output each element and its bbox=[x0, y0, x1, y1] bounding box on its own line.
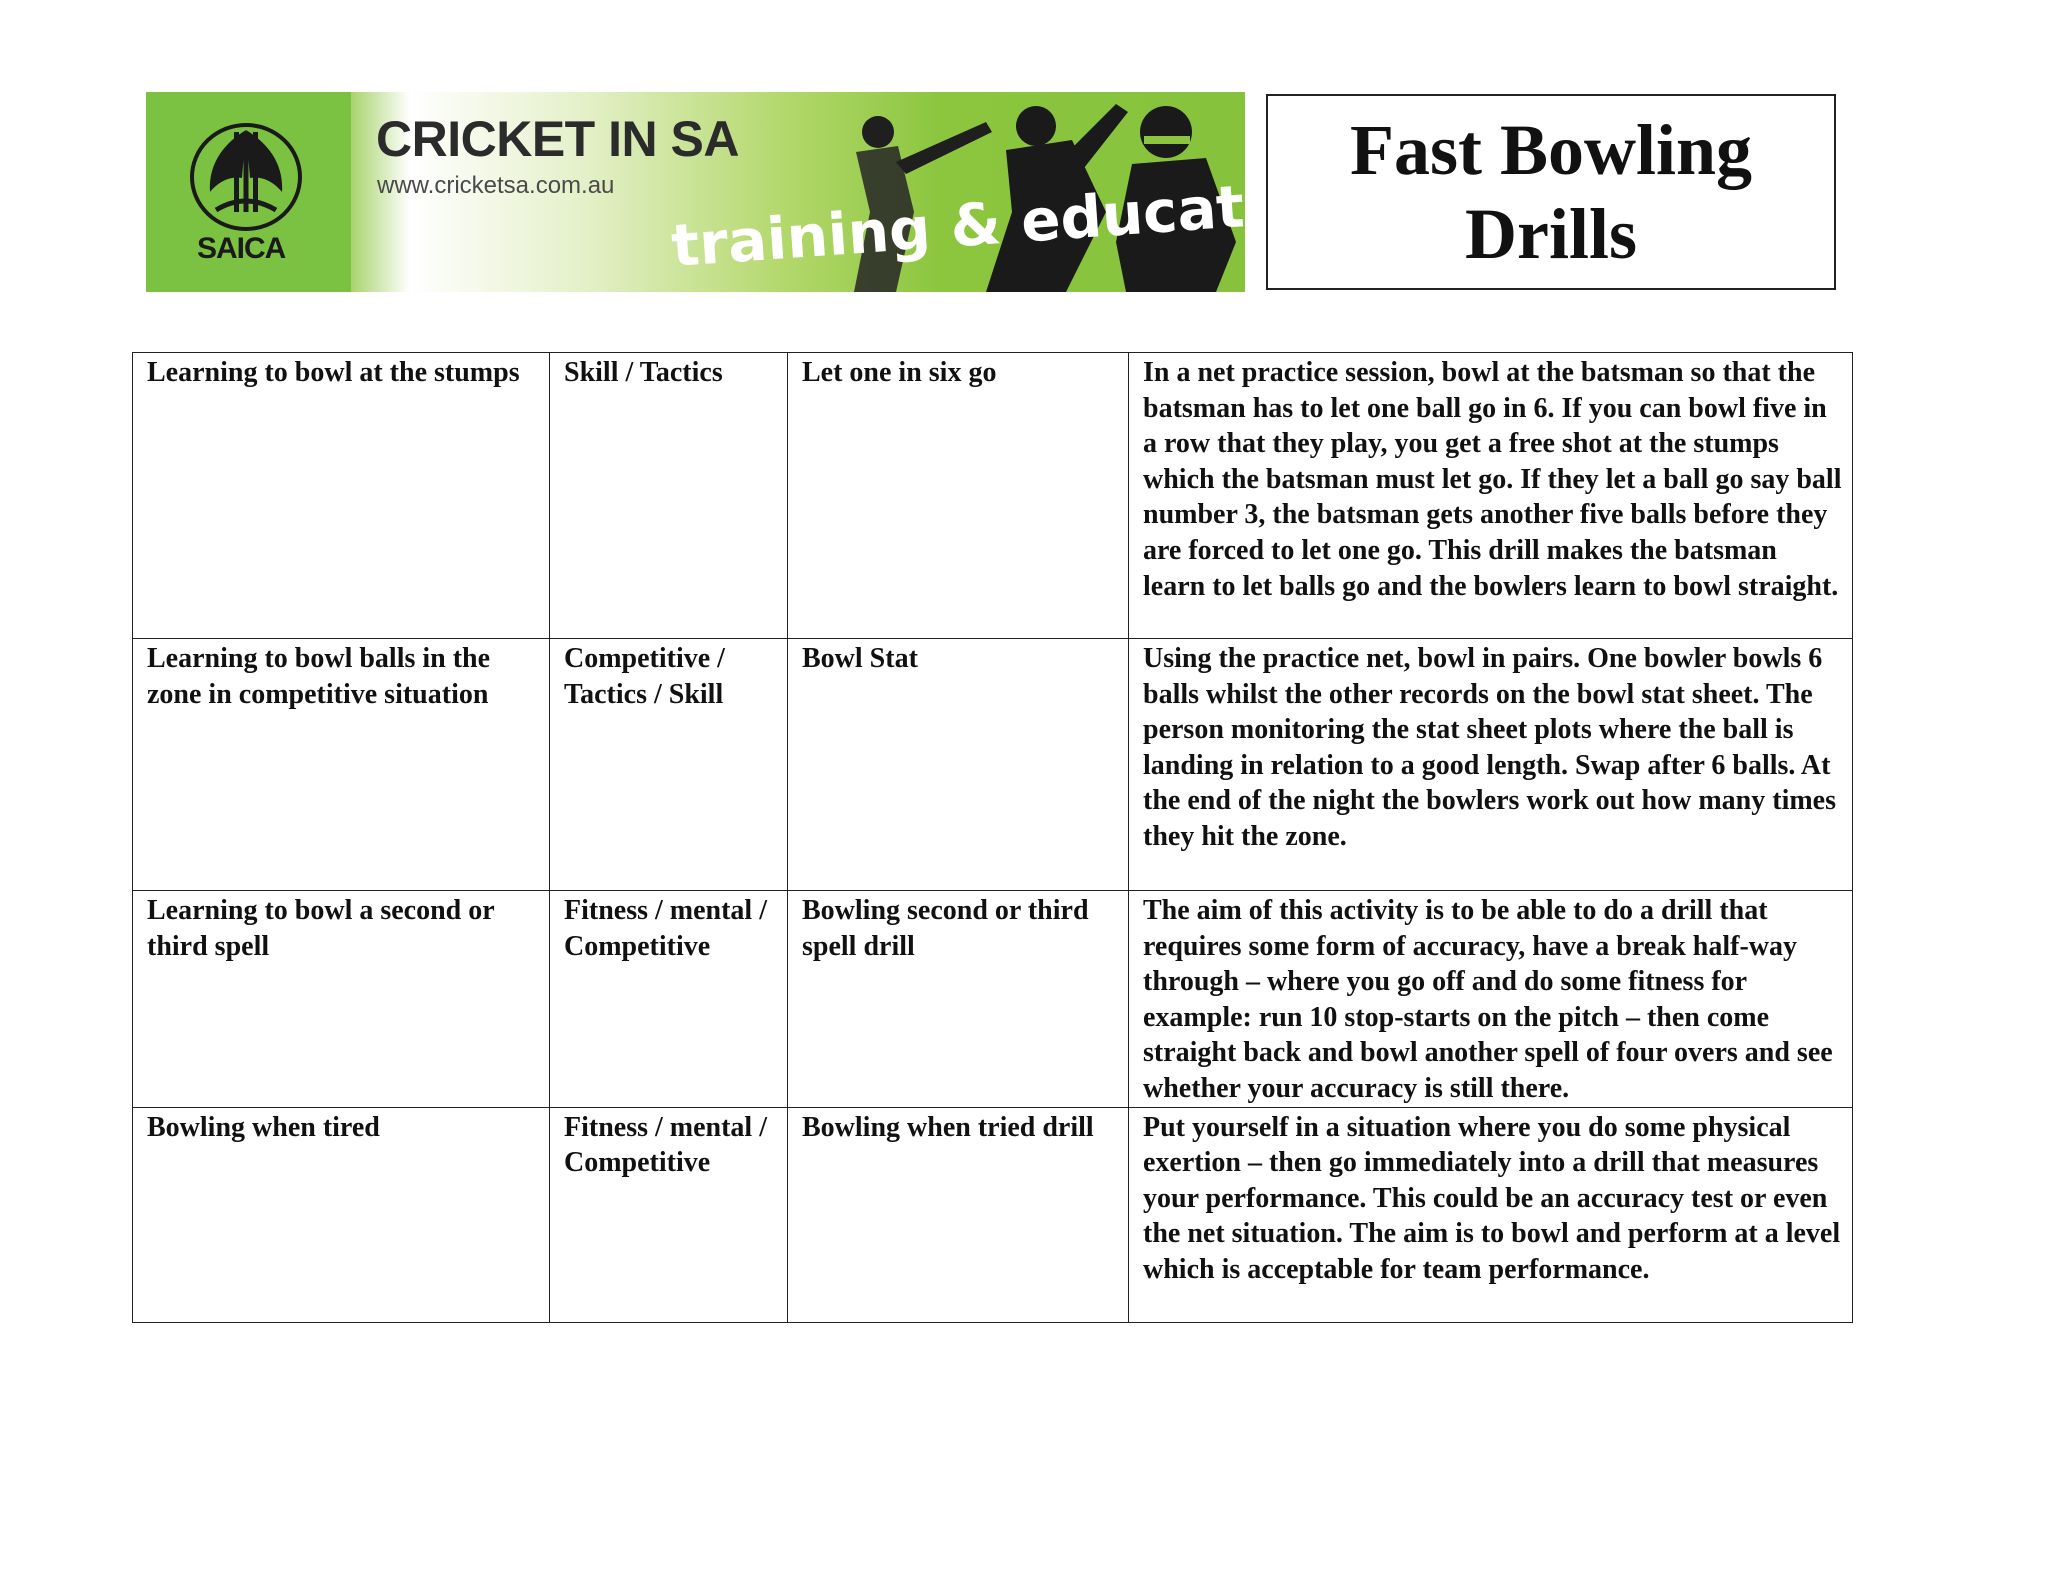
drill-focus-cell: Learning to bowl a second or third spell bbox=[133, 891, 550, 1108]
table-row bbox=[133, 891, 1853, 1108]
drill-description-cell: Using the practice net, bowl in pairs. One bowler bowls 6 balls whilst the other records on the bowl stat sheet. The person monitoring the stat sheet plots where the ball is landing in relation to a good length. Swap after 6 balls. At the end of the night the bowlers work out how many times they hit the zone. bbox=[1129, 639, 1853, 891]
drill-focus-cell: Bowling when tired bbox=[133, 1107, 550, 1322]
drill-name-cell: Bowling when tried drill bbox=[788, 1107, 1129, 1322]
drill-name-cell: Bowling second or third spell drill bbox=[788, 891, 1129, 1108]
drill-name-cell: Let one in six go bbox=[788, 353, 1129, 639]
table-row bbox=[133, 639, 1853, 891]
brand-tagline: training & education bbox=[669, 165, 1348, 280]
brand-url: www.cricketsa.com.au bbox=[377, 172, 615, 199]
drill-description-cell: Put yourself in a situation where you do some physical exertion – then go immediately into a drill that measures your performance. This could be an accuracy test or even the net situation. The aim is to bowl and perform at a level which is acceptable for team performance. bbox=[1129, 1107, 1853, 1322]
logo-text: SAICA bbox=[197, 232, 286, 265]
drill-type-cell: Skill / Tactics bbox=[550, 353, 788, 639]
drill-description-cell: In a net practice session, bowl at the batsman so that the batsman has to let one ball go in 6. If you can bowl five in a row that they play, you get a free shot at the stumps which the batsman must let go. If they let a ball go say ball number 3, the batsman gets another five balls before they are forced to let one go. This drill makes the batsman learn to let balls go and the bowlers learn to bowl straight. bbox=[1129, 353, 1853, 639]
drill-type-cell: Fitness / mental / Competitive bbox=[550, 891, 788, 1108]
drills-table bbox=[132, 352, 1853, 1323]
drill-type-cell: Fitness / mental / Competitive bbox=[550, 1107, 788, 1322]
document-title bbox=[1331, 108, 1771, 276]
table-row bbox=[133, 353, 1853, 639]
title-line-2: Drills bbox=[1465, 194, 1637, 274]
drill-type-cell: Competitive / Tactics / Skill bbox=[550, 639, 788, 891]
saca-logo bbox=[146, 92, 351, 292]
drill-focus-cell: Learning to bowl balls in the zone in competitive situation bbox=[133, 639, 550, 891]
saca-emblem-icon bbox=[186, 122, 306, 232]
drill-description-cell: The aim of this activity is to be able to do a drill that requires some form of accuracy, have a break half-way through – where you go off and do some fitness for example: run 10 stop-starts on the pitch – then come straight back and bowl another spell of four overs and see whether your accuracy is still there. bbox=[1129, 891, 1853, 1108]
cricket-sa-banner bbox=[146, 92, 1348, 292]
table-row bbox=[133, 1107, 1853, 1322]
drill-focus-cell: Learning to bowl at the stumps bbox=[133, 353, 550, 639]
brand-title: CRICKET IN SA bbox=[376, 111, 739, 167]
document-title-box bbox=[1266, 94, 1836, 290]
title-line-1: Fast Bowling bbox=[1349, 110, 1753, 190]
drill-name-cell: Bowl Stat bbox=[788, 639, 1129, 891]
